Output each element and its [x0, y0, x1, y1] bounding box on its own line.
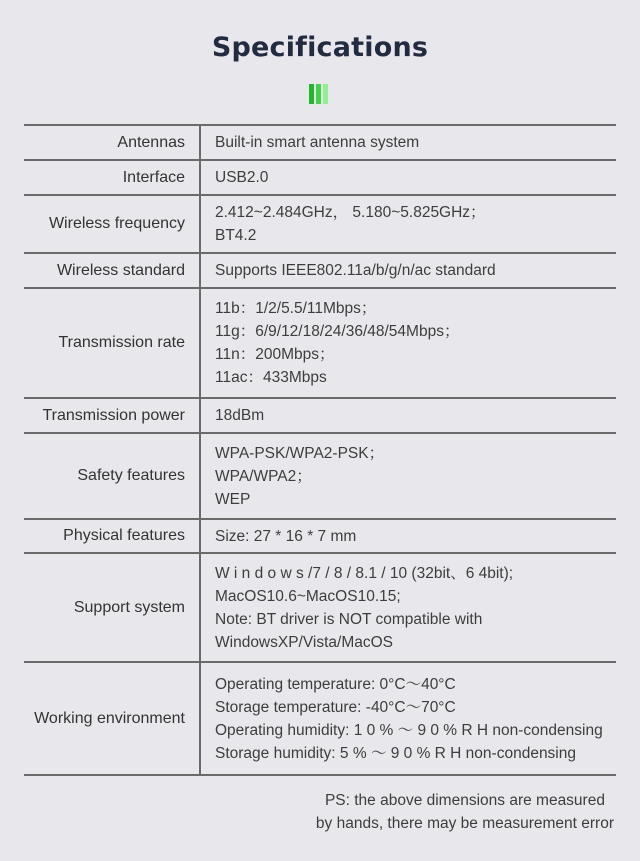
spec-row — [24, 252, 616, 287]
spec-value-line: W i n d o w s /7 / 8 / 8.1 / 10 (32bit、6 4bit); — [215, 564, 514, 582]
spec-label — [24, 289, 201, 397]
spec-value — [201, 196, 616, 252]
spec-row — [24, 397, 616, 432]
spec-label — [24, 434, 201, 518]
spec-value — [201, 399, 616, 432]
spec-row — [24, 287, 616, 397]
title-accent-bars-icon — [309, 84, 333, 104]
spec-row — [24, 518, 616, 552]
spec-label-text: Support system — [73, 598, 185, 616]
spec-value — [201, 663, 616, 774]
spec-label-text: Safety features — [77, 467, 185, 484]
accent-bar — [316, 84, 321, 104]
spec-label-text: Antennas — [117, 133, 185, 151]
spec-value-line: USB2.0 — [215, 169, 269, 186]
spec-label — [24, 196, 201, 252]
spec-row — [24, 124, 616, 159]
spec-label — [24, 663, 201, 774]
spec-label-text: Working environment — [34, 709, 185, 727]
spec-value — [201, 520, 616, 552]
spec-value-line: MacOS10.6~MacOS10.15; — [215, 587, 401, 605]
spec-label — [24, 520, 201, 552]
specifications-table — [24, 124, 616, 776]
spec-value-line: WPA/WPA2； — [215, 467, 312, 485]
spec-value-line: Operating temperature: 0°C～40°C — [215, 675, 456, 693]
spec-label-text: Transmission power — [42, 406, 185, 424]
accent-bar — [323, 84, 328, 104]
spec-value-line: Operating humidity: 1 0 % ～ 9 0 % R H non-condensing — [215, 721, 603, 739]
spec-value-line: BT4.2 — [215, 227, 257, 244]
spec-label-text: Wireless standard — [56, 261, 185, 279]
spec-value-line: Built-in smart antenna system — [215, 134, 420, 151]
spec-label — [24, 399, 201, 432]
spec-value — [201, 254, 616, 287]
spec-value-line: Supports IEEE802.11a/b/g/n/ac standard — [215, 262, 496, 279]
spec-label-text: Transmission rate — [58, 334, 185, 351]
spec-value-line: WEP — [215, 490, 251, 508]
spec-label — [24, 254, 201, 287]
spec-value-line: Storage humidity: 5 % ～ 9 0 % R H non-condensing — [215, 744, 576, 762]
note-line: by hands, there may be measurement error — [315, 815, 614, 832]
spec-value-line: 11b：1/2/5.5/11Mbps； — [215, 300, 377, 317]
spec-row — [24, 661, 616, 776]
spec-label — [24, 161, 201, 194]
spec-row — [24, 552, 616, 661]
spec-value — [201, 434, 616, 518]
accent-bar — [309, 84, 314, 104]
spec-row — [24, 432, 616, 518]
spec-label-text: Wireless frequency — [48, 215, 185, 232]
page-title: Specifications — [211, 32, 429, 63]
spec-value — [201, 289, 616, 397]
spec-value-line: Note: BT driver is NOT compatible with — [215, 610, 483, 628]
spec-value-line: WindowsXP/Vista/MacOS — [215, 633, 394, 651]
spec-value-line: WPA-PSK/WPA2-PSK； — [215, 444, 385, 462]
spec-label — [24, 126, 201, 159]
spec-value — [201, 161, 616, 194]
spec-value-line: 11g：6/9/12/18/24/36/48/54Mbps； — [215, 323, 460, 340]
spec-row — [24, 159, 616, 194]
spec-label-text: Physical features — [63, 527, 185, 544]
spec-row — [24, 194, 616, 252]
spec-label — [24, 554, 201, 661]
spec-value-line: Size: 27 * 16 * 7 mm — [215, 527, 357, 545]
spec-value — [201, 554, 616, 661]
spec-value-line: 11n：200Mbps； — [215, 346, 335, 363]
spec-value-line: Storage temperature: -40°C～70°C — [215, 698, 456, 716]
note-line: PS: the above dimensions are measured — [324, 792, 605, 809]
measurement-note — [316, 789, 614, 835]
spec-value-line: 18dBm — [215, 407, 265, 424]
spec-value-line: 2.412~2.484GHz， 5.180~5.825GHz； — [215, 204, 486, 221]
spec-value — [201, 126, 616, 159]
spec-label-text: Interface — [122, 168, 185, 186]
spec-value-line: 11ac：433Mbps — [215, 369, 327, 386]
